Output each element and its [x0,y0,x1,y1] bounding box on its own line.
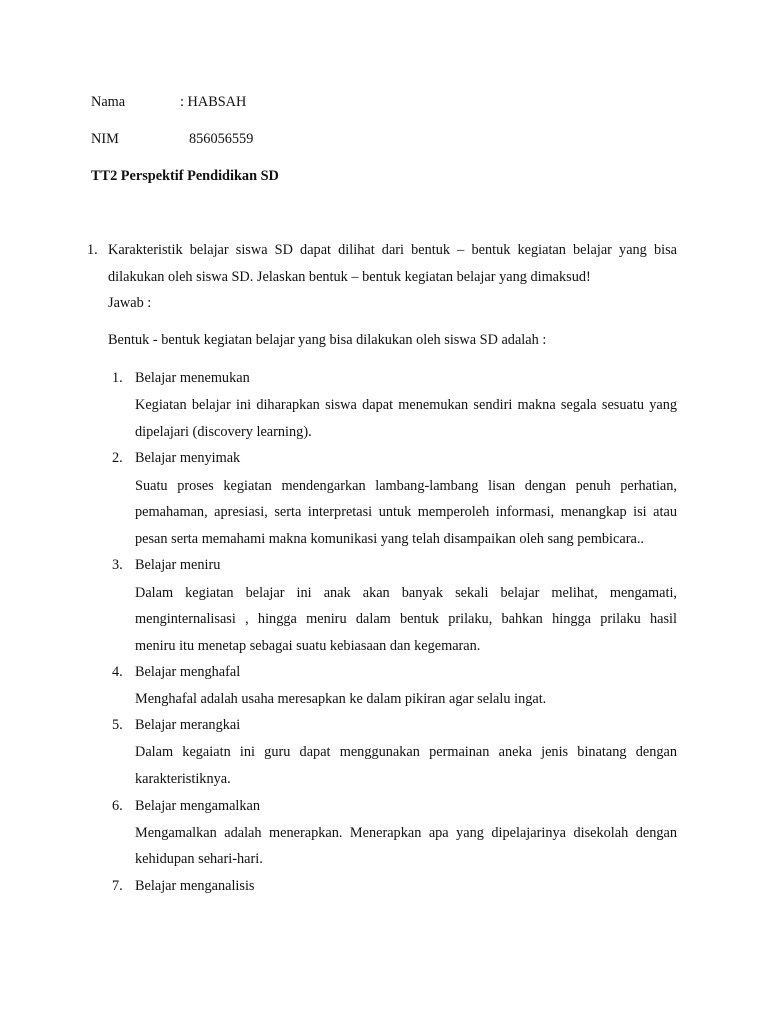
name-label: Nama [91,94,126,110]
question-number: 1. [87,242,98,258]
question-line-1: Karakteristik belajar siswa SD dapat dilihat dari bentuk – bentuk kegiatan belajar yang bisa [108,242,677,258]
item-text-line: Menghafal adalah usaha meresapkan ke dalam pikiran agar selalu ingat. [135,691,547,707]
item-number: 6. [112,798,123,814]
item-number: 2. [112,450,123,466]
item-text-line: kehidupan sehari-hari. [135,851,263,867]
item-title: Belajar menghafal [135,664,241,680]
item-text-line: karakteristiknya. [135,771,231,787]
item-title: Belajar mengamalkan [135,798,261,814]
item-text-line: dipelajari (discovery learning). [135,424,312,440]
item-number: 3. [112,557,123,573]
item-text-line: meniru itu menetap sebagai suatu kebiasaan dan kegemaran. [135,638,481,654]
item-text-line: Mengamalkan adalah menerapkan. Menerapkan apa yang dipelajarinya disekolah dengan [135,825,677,841]
item-text-line: pemahaman, apresiasi, serta interpretasi untuk memperoleh informasi, menangkap isi atau [135,504,677,520]
item-text-line: pesan serta memahami makna komunikasi yang telah disampaikan oleh sang pembicara.. [135,531,644,547]
item-text-line: Kegiatan belajar ini diharapkan siswa dapat menemukan sendiri makna segala sesuatu yang [135,397,677,413]
item-title: Belajar meniru [135,557,221,573]
item-text-line: Suatu proses kegiatan mendengarkan lambang-lambang lisan dengan penuh perhatian, [135,478,677,494]
item-text-line: Dalam kegiatan belajar ini anak akan banyak sekali belajar melihat, mengamati, [135,585,677,601]
item-text-line: Dalam kegaiatn ini guru dapat menggunakan permainan aneka jenis binatang dengan [135,744,677,760]
item-title: Belajar menyimak [135,450,241,466]
item-title: Belajar merangkai [135,717,241,733]
item-number: 1. [112,370,123,386]
answer-label: Jawab : [108,295,152,311]
item-number: 5. [112,717,123,733]
document-title: TT2 Perspektif Pendidikan SD [91,168,279,184]
name-value: : HABSAH [180,94,247,110]
nim-value: 856056559 [189,131,254,147]
item-text-line: menginternalisasi , hingga meniru dalam bentuk prilaku, bahkan hingga prilaku hasil [135,611,677,627]
answer-intro: Bentuk - bentuk kegiatan belajar yang bisa dilakukan oleh siswa SD adalah : [108,332,547,348]
item-title: Belajar menemukan [135,370,250,386]
question-line-2: dilakukan oleh siswa SD. Jelaskan bentuk – bentuk kegiatan belajar yang dimaksud! [108,269,591,285]
item-number: 7. [112,878,123,894]
item-number: 4. [112,664,123,680]
nim-label: NIM [91,131,119,147]
item-title: Belajar menganalisis [135,878,255,894]
